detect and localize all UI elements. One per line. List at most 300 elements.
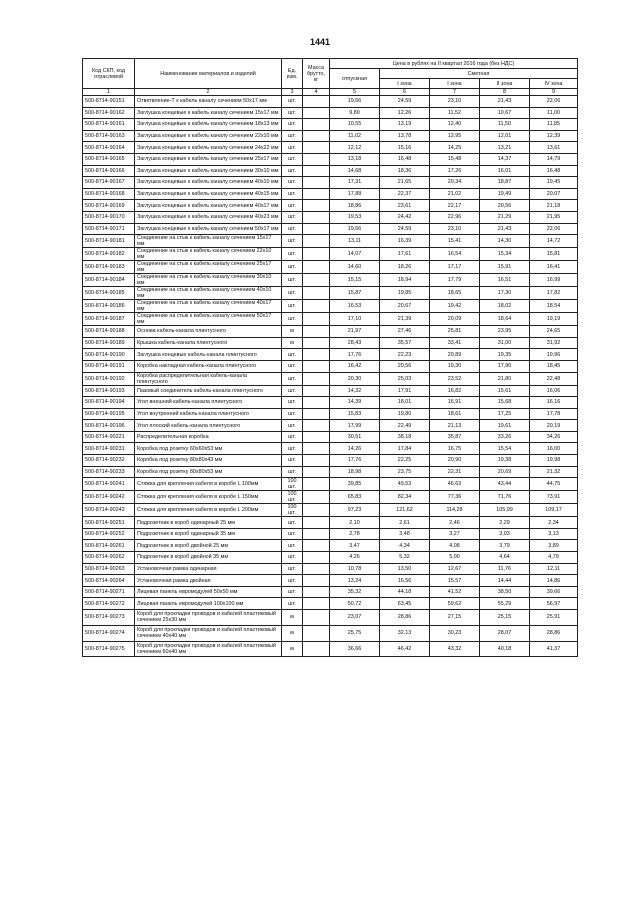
unit-cell: шт. <box>282 200 303 212</box>
price-cell: 17,78 <box>530 408 578 420</box>
price-cell: 35,32 <box>330 586 380 598</box>
price-cell: 56,97 <box>530 598 578 610</box>
price-cell: 39,85 <box>330 478 380 491</box>
price-cell: 71,76 <box>480 491 530 504</box>
price-cell: 18,94 <box>380 274 430 287</box>
table-row <box>83 274 578 287</box>
price-cell: 25,91 <box>530 610 578 626</box>
name-cell: Соединение на стык к кабель каналу сечением 40х10 мм <box>135 287 282 300</box>
price-cell: 19,30 <box>430 360 480 372</box>
unit-cell: м <box>282 610 303 626</box>
price-cell: 16,06 <box>530 385 578 397</box>
table-row <box>83 287 578 300</box>
name-cell: Коробка накладная кабель-канала плинтусного <box>135 360 282 372</box>
price-cell: 17,99 <box>330 420 380 432</box>
name-cell: Коробка распределительная кабель-канала плинтусного <box>135 372 282 385</box>
price-cell: 19,19 <box>530 313 578 326</box>
price-cell: 15,54 <box>480 443 530 455</box>
code-cell: 500-8714-90181 <box>83 235 135 248</box>
price-cell: 21,43 <box>480 96 530 108</box>
unit-cell: м <box>282 337 303 349</box>
mass-cell <box>303 96 330 108</box>
header-wholesale: отпускная <box>330 69 380 89</box>
unit-cell: шт. <box>282 287 303 300</box>
price-cell: 3,47 <box>330 540 380 552</box>
price-cell: 16,99 <box>530 274 578 287</box>
mass-cell <box>303 153 330 165</box>
price-cell: 21,18 <box>530 200 578 212</box>
unit-cell: м <box>282 625 303 641</box>
name-cell: Стяжка для крепления кабеля в коробе L 200мм <box>135 504 282 517</box>
price-cell: 13,78 <box>380 130 430 142</box>
price-cell: 41,37 <box>530 641 578 657</box>
price-cell: 40,18 <box>480 641 530 657</box>
mass-cell <box>303 200 330 212</box>
header-price-title: Цена в рублях на II квартал 2016 года (без НДС) <box>330 59 578 69</box>
price-cell: 59,62 <box>430 598 480 610</box>
unit-cell: шт. <box>282 372 303 385</box>
price-cell: 63,45 <box>380 598 430 610</box>
code-cell: 500-8714-90193 <box>83 385 135 397</box>
name-cell: Соединение на стык к кабель каналу сечением 25х17 мм <box>135 261 282 274</box>
price-cell: 23,10 <box>430 223 480 235</box>
price-cell: 12,40 <box>430 119 480 131</box>
mass-cell <box>303 610 330 626</box>
price-cell: 46,42 <box>380 641 430 657</box>
price-cell: 2,46 <box>430 517 480 529</box>
price-cell: 14,86 <box>530 575 578 587</box>
price-cell: 21,95 <box>530 211 578 223</box>
price-cell: 28,07 <box>480 625 530 641</box>
column-number: 7 <box>430 89 480 96</box>
name-cell: Заглушка концевые к кабель каналу сечением 50х17 мм <box>135 223 282 235</box>
price-cell: 14,07 <box>330 248 380 261</box>
price-cell: 18,45 <box>530 360 578 372</box>
price-cell: 14,37 <box>480 153 530 165</box>
mass-cell <box>303 130 330 142</box>
code-cell: 500-8714-90232 <box>83 455 135 467</box>
price-cell: 19,38 <box>480 455 530 467</box>
code-cell: 500-8714-90243 <box>83 504 135 517</box>
mass-cell <box>303 107 330 119</box>
name-cell: Установочная рамка двойная <box>135 575 282 587</box>
table-row <box>83 119 578 131</box>
price-cell: 17,26 <box>430 165 480 177</box>
table-row <box>83 563 578 575</box>
price-cell: 20,07 <box>530 188 578 200</box>
price-cell: 3,13 <box>530 528 578 540</box>
name-cell: Заглушка концевые к кабель каналу сечением 15х17 мм <box>135 107 282 119</box>
unit-cell: шт. <box>282 313 303 326</box>
code-cell: 500-8714-90252 <box>83 528 135 540</box>
mass-cell <box>303 540 330 552</box>
table-row <box>83 586 578 598</box>
header-name: Наименование материалов и изделий <box>135 59 282 89</box>
mass-cell <box>303 431 330 443</box>
price-cell: 15,81 <box>530 248 578 261</box>
column-number: 1 <box>83 89 135 96</box>
name-cell: Соединение на стык к кабель каналу сечением 30х10 мм <box>135 274 282 287</box>
price-cell: 25,15 <box>480 610 530 626</box>
column-number: 5 <box>330 89 380 96</box>
mass-cell <box>303 598 330 610</box>
header-code: Код СКП, код отраслевой <box>83 59 135 89</box>
unit-cell: шт. <box>282 274 303 287</box>
table-row <box>83 177 578 189</box>
unit-cell: шт. <box>282 96 303 108</box>
price-cell: 27,46 <box>380 326 430 338</box>
table-row <box>83 223 578 235</box>
mass-cell <box>303 491 330 504</box>
price-cell: 44,75 <box>530 478 578 491</box>
table-row <box>83 107 578 119</box>
price-cell: 24,59 <box>380 96 430 108</box>
unit-cell: м <box>282 641 303 657</box>
price-cell: 25,75 <box>330 625 380 641</box>
price-cell: 38,50 <box>480 586 530 598</box>
price-cell: 114,28 <box>430 504 480 517</box>
unit-cell: шт. <box>282 188 303 200</box>
price-cell: 20,56 <box>480 200 530 212</box>
code-cell: 500-8714-90196 <box>83 420 135 432</box>
price-cell: 21,13 <box>430 420 480 432</box>
price-cell: 27,15 <box>430 610 480 626</box>
mass-cell <box>303 372 330 385</box>
price-cell: 15,16 <box>380 142 430 154</box>
mass-cell <box>303 119 330 131</box>
mass-cell <box>303 223 330 235</box>
code-cell: 500-8714-90264 <box>83 575 135 587</box>
price-cell: 15,83 <box>330 408 380 420</box>
price-cell: 16,00 <box>530 443 578 455</box>
price-cell: 43,44 <box>480 478 530 491</box>
price-cell: 19,53 <box>330 211 380 223</box>
table-row <box>83 466 578 478</box>
table-row <box>83 261 578 274</box>
unit-cell: шт. <box>282 360 303 372</box>
price-cell: 14,60 <box>330 261 380 274</box>
price-cell: 82,34 <box>380 491 430 504</box>
name-cell: Заглушка концевые к кабель каналу сечением 40х17 мм <box>135 200 282 212</box>
name-cell: Распределительная коробка <box>135 431 282 443</box>
code-cell: 500-8714-90274 <box>83 625 135 641</box>
mass-cell <box>303 466 330 478</box>
price-cell: 15,15 <box>330 274 380 287</box>
table-row <box>83 326 578 338</box>
column-number: 3 <box>282 89 303 96</box>
unit-cell: шт. <box>282 261 303 274</box>
table-row <box>83 349 578 361</box>
price-cell: 14,25 <box>430 142 480 154</box>
price-cell: 21,29 <box>480 211 530 223</box>
unit-cell: шт. <box>282 431 303 443</box>
table-row <box>83 610 578 626</box>
price-cell: 12,95 <box>430 130 480 142</box>
price-cell: 9,80 <box>330 107 380 119</box>
price-cell: 12,12 <box>330 142 380 154</box>
table-body <box>83 96 578 657</box>
unit-cell: шт. <box>282 300 303 313</box>
unit-cell: шт. <box>282 552 303 564</box>
price-cell: 15,34 <box>480 248 530 261</box>
price-cell: 16,41 <box>530 261 578 274</box>
price-cell: 19,49 <box>480 188 530 200</box>
mass-cell <box>303 397 330 409</box>
name-cell: Заглушка концевые к кабель каналу сечением 18х13 мм <box>135 119 282 131</box>
code-cell: 500-8714-90189 <box>83 337 135 349</box>
mass-cell <box>303 563 330 575</box>
price-cell: 17,25 <box>480 408 530 420</box>
code-cell: 500-8714-90151 <box>83 96 135 108</box>
price-cell: 19,61 <box>480 420 530 432</box>
price-cell: 49,53 <box>380 478 430 491</box>
price-cell: 21,80 <box>480 372 530 385</box>
price-cell: 3,27 <box>430 528 480 540</box>
table-row <box>83 337 578 349</box>
unit-cell: шт. <box>282 598 303 610</box>
price-cell: 24,65 <box>530 326 578 338</box>
mass-cell <box>303 313 330 326</box>
code-cell: 500-8714-90169 <box>83 200 135 212</box>
mass-cell <box>303 142 330 154</box>
price-cell: 14,30 <box>480 235 530 248</box>
price-cell: 33,41 <box>430 337 480 349</box>
column-number: 8 <box>480 89 530 96</box>
table-row <box>83 540 578 552</box>
code-cell: 500-8714-90272 <box>83 598 135 610</box>
price-cell: 15,41 <box>430 235 480 248</box>
price-cell: 15,61 <box>480 385 530 397</box>
code-cell: 500-8714-90187 <box>83 313 135 326</box>
price-cell: 44,18 <box>380 586 430 598</box>
table-row <box>83 420 578 432</box>
table-row <box>83 165 578 177</box>
table-row <box>83 130 578 142</box>
price-cell: 21,32 <box>530 466 578 478</box>
price-cell: 16,56 <box>380 575 430 587</box>
header-zone: IV зона <box>530 79 578 89</box>
code-cell: 500-8714-90231 <box>83 443 135 455</box>
price-cell: 16,53 <box>330 300 380 313</box>
column-number: 6 <box>380 89 430 96</box>
price-cell: 31,00 <box>480 337 530 349</box>
price-cell: 19,80 <box>380 408 430 420</box>
name-cell: Заглушка концевые к кабель каналу сечением 30х10 мм <box>135 165 282 177</box>
unit-cell: м <box>282 326 303 338</box>
table-row <box>83 641 578 657</box>
header-mass: Масса брутто, кг <box>303 59 330 89</box>
mass-cell <box>303 177 330 189</box>
price-cell: 16,16 <box>530 397 578 409</box>
name-cell: Пазовый соединитель кабель-канала плинтусного <box>135 385 282 397</box>
code-cell: 500-8714-90188 <box>83 326 135 338</box>
price-cell: 35,87 <box>430 431 480 443</box>
table-row <box>83 142 578 154</box>
price-cell: 18,01 <box>380 397 430 409</box>
price-cell: 18,54 <box>530 300 578 313</box>
price-cell: 20,09 <box>430 313 480 326</box>
price-cell: 22,49 <box>380 420 430 432</box>
price-cell: 2,10 <box>330 517 380 529</box>
price-cell: 5,32 <box>380 552 430 564</box>
price-cell: 23,07 <box>330 610 380 626</box>
price-cell: 14,26 <box>330 443 380 455</box>
price-cell: 16,42 <box>330 360 380 372</box>
unit-cell: шт. <box>282 142 303 154</box>
price-cell: 19,96 <box>530 349 578 361</box>
price-cell: 11,50 <box>480 119 530 131</box>
price-cell: 2,61 <box>380 517 430 529</box>
price-cell: 46,63 <box>430 478 480 491</box>
price-cell: 10,55 <box>330 119 380 131</box>
price-cell: 28,86 <box>530 625 578 641</box>
price-cell: 12,39 <box>530 130 578 142</box>
price-cell: 4,26 <box>330 552 380 564</box>
mass-cell <box>303 326 330 338</box>
mass-cell <box>303 586 330 598</box>
price-cell: 34,26 <box>530 431 578 443</box>
table-row <box>83 455 578 467</box>
price-cell: 21,97 <box>330 326 380 338</box>
name-cell: Угол внутренний кабель-канала плинтусного <box>135 408 282 420</box>
code-cell: 500-8714-90184 <box>83 274 135 287</box>
price-cell: 17,76 <box>330 349 380 361</box>
price-cell: 32,13 <box>380 625 430 641</box>
code-cell: 500-8714-90170 <box>83 211 135 223</box>
code-cell: 500-8714-90262 <box>83 552 135 564</box>
price-cell: 17,88 <box>330 188 380 200</box>
price-cell: 43,32 <box>430 641 480 657</box>
price-cell: 16,82 <box>430 385 480 397</box>
table-row <box>83 153 578 165</box>
price-cell: 14,79 <box>530 153 578 165</box>
price-cell: 21,02 <box>430 188 480 200</box>
price-cell: 39,66 <box>530 586 578 598</box>
price-cell: 19,98 <box>530 455 578 467</box>
price-cell: 20,19 <box>530 420 578 432</box>
price-cell: 18,36 <box>380 165 430 177</box>
price-cell: 22,96 <box>430 211 480 223</box>
price-cell: 20,56 <box>380 360 430 372</box>
table-row <box>83 575 578 587</box>
unit-cell: шт. <box>282 397 303 409</box>
price-cell: 17,17 <box>430 261 480 274</box>
code-cell: 500-8714-90166 <box>83 165 135 177</box>
unit-cell: шт. <box>282 248 303 261</box>
name-cell: Заглушка концевые к кабель каналу сечением 24х22 мм <box>135 142 282 154</box>
price-cell: 14,44 <box>480 575 530 587</box>
price-cell: 4,08 <box>430 540 480 552</box>
price-cell: 16,91 <box>430 397 480 409</box>
price-cell: 19,42 <box>430 300 480 313</box>
unit-cell: шт. <box>282 165 303 177</box>
price-cell: 16,48 <box>380 153 430 165</box>
name-cell: Коробка под розетку 80х80х53 мм <box>135 466 282 478</box>
code-cell: 500-8714-90163 <box>83 130 135 142</box>
price-cell: 17,90 <box>480 360 530 372</box>
table-row <box>83 517 578 529</box>
unit-cell: шт. <box>282 107 303 119</box>
price-cell: 30,51 <box>330 431 380 443</box>
unit-cell: 100 шт. <box>282 504 303 517</box>
code-cell: 500-8714-90263 <box>83 563 135 575</box>
header-estimated: Сметная <box>380 69 578 79</box>
mass-cell <box>303 300 330 313</box>
price-cell: 28,86 <box>380 610 430 626</box>
price-cell: 19,45 <box>530 177 578 189</box>
mass-cell <box>303 504 330 517</box>
price-cell: 21,39 <box>380 313 430 326</box>
unit-cell: шт. <box>282 235 303 248</box>
name-cell: Подрозетник в короб одинарный 35 мм <box>135 528 282 540</box>
price-cell: 15,91 <box>480 261 530 274</box>
price-cell: 22,48 <box>530 372 578 385</box>
price-cell: 16,75 <box>430 443 480 455</box>
name-cell: Подрозетник в короб двойной 35 мм <box>135 552 282 564</box>
code-cell: 500-8714-90195 <box>83 408 135 420</box>
name-cell: Установочная рамка одинарная <box>135 563 282 575</box>
price-cell: 23,75 <box>380 466 430 478</box>
price-cell: 65,83 <box>330 491 380 504</box>
price-cell: 24,59 <box>380 223 430 235</box>
price-cell: 97,23 <box>330 504 380 517</box>
price-cell: 17,91 <box>380 385 430 397</box>
price-cell: 13,21 <box>480 142 530 154</box>
code-cell: 500-8714-90191 <box>83 360 135 372</box>
code-cell: 500-8714-90168 <box>83 188 135 200</box>
price-cell: 12,11 <box>530 563 578 575</box>
mass-cell <box>303 528 330 540</box>
price-cell: 14,32 <box>330 385 380 397</box>
code-cell: 500-8714-90192 <box>83 372 135 385</box>
unit-cell: шт. <box>282 455 303 467</box>
name-cell: Заглушка концевые к кабель каналу сечением 40х23 мм <box>135 211 282 223</box>
name-cell: Лицевая панель евромодулей 100х100 мм <box>135 598 282 610</box>
name-cell: Соединение на стык к кабель каналу сечением 22х10 мм <box>135 248 282 261</box>
unit-cell: шт. <box>282 420 303 432</box>
price-cell: 3,03 <box>480 528 530 540</box>
price-cell: 13,50 <box>380 563 430 575</box>
price-cell: 10,78 <box>330 563 380 575</box>
price-cell: 2,29 <box>480 517 530 529</box>
price-cell: 16,54 <box>430 248 480 261</box>
mass-cell <box>303 287 330 300</box>
name-cell: Короб для прокладки проводов и кабелей пластиковый сечением 40х40 мм <box>135 625 282 641</box>
price-cell: 17,10 <box>330 313 380 326</box>
price-cell: 11,76 <box>480 563 530 575</box>
price-cell: 22,06 <box>530 223 578 235</box>
unit-cell: шт. <box>282 385 303 397</box>
code-cell: 500-8714-90190 <box>83 349 135 361</box>
table-row <box>83 443 578 455</box>
mass-cell <box>303 337 330 349</box>
price-cell: 20,34 <box>430 177 480 189</box>
price-cell: 4,79 <box>530 552 578 564</box>
mass-cell <box>303 385 330 397</box>
mass-cell <box>303 552 330 564</box>
price-cell: 17,79 <box>430 274 480 287</box>
price-cell: 23,52 <box>430 372 480 385</box>
price-cell: 121,62 <box>380 504 430 517</box>
name-cell: Соединение на стык к кабель каналу сечением 40х17 мм <box>135 300 282 313</box>
price-cell: 3,79 <box>480 540 530 552</box>
unit-cell: 100 шт. <box>282 491 303 504</box>
name-cell: Заглушка концевые к кабель каналу сечением 40х10 мм <box>135 177 282 189</box>
price-cell: 15,68 <box>480 397 530 409</box>
mass-cell <box>303 420 330 432</box>
mass-cell <box>303 575 330 587</box>
table-row <box>83 552 578 564</box>
